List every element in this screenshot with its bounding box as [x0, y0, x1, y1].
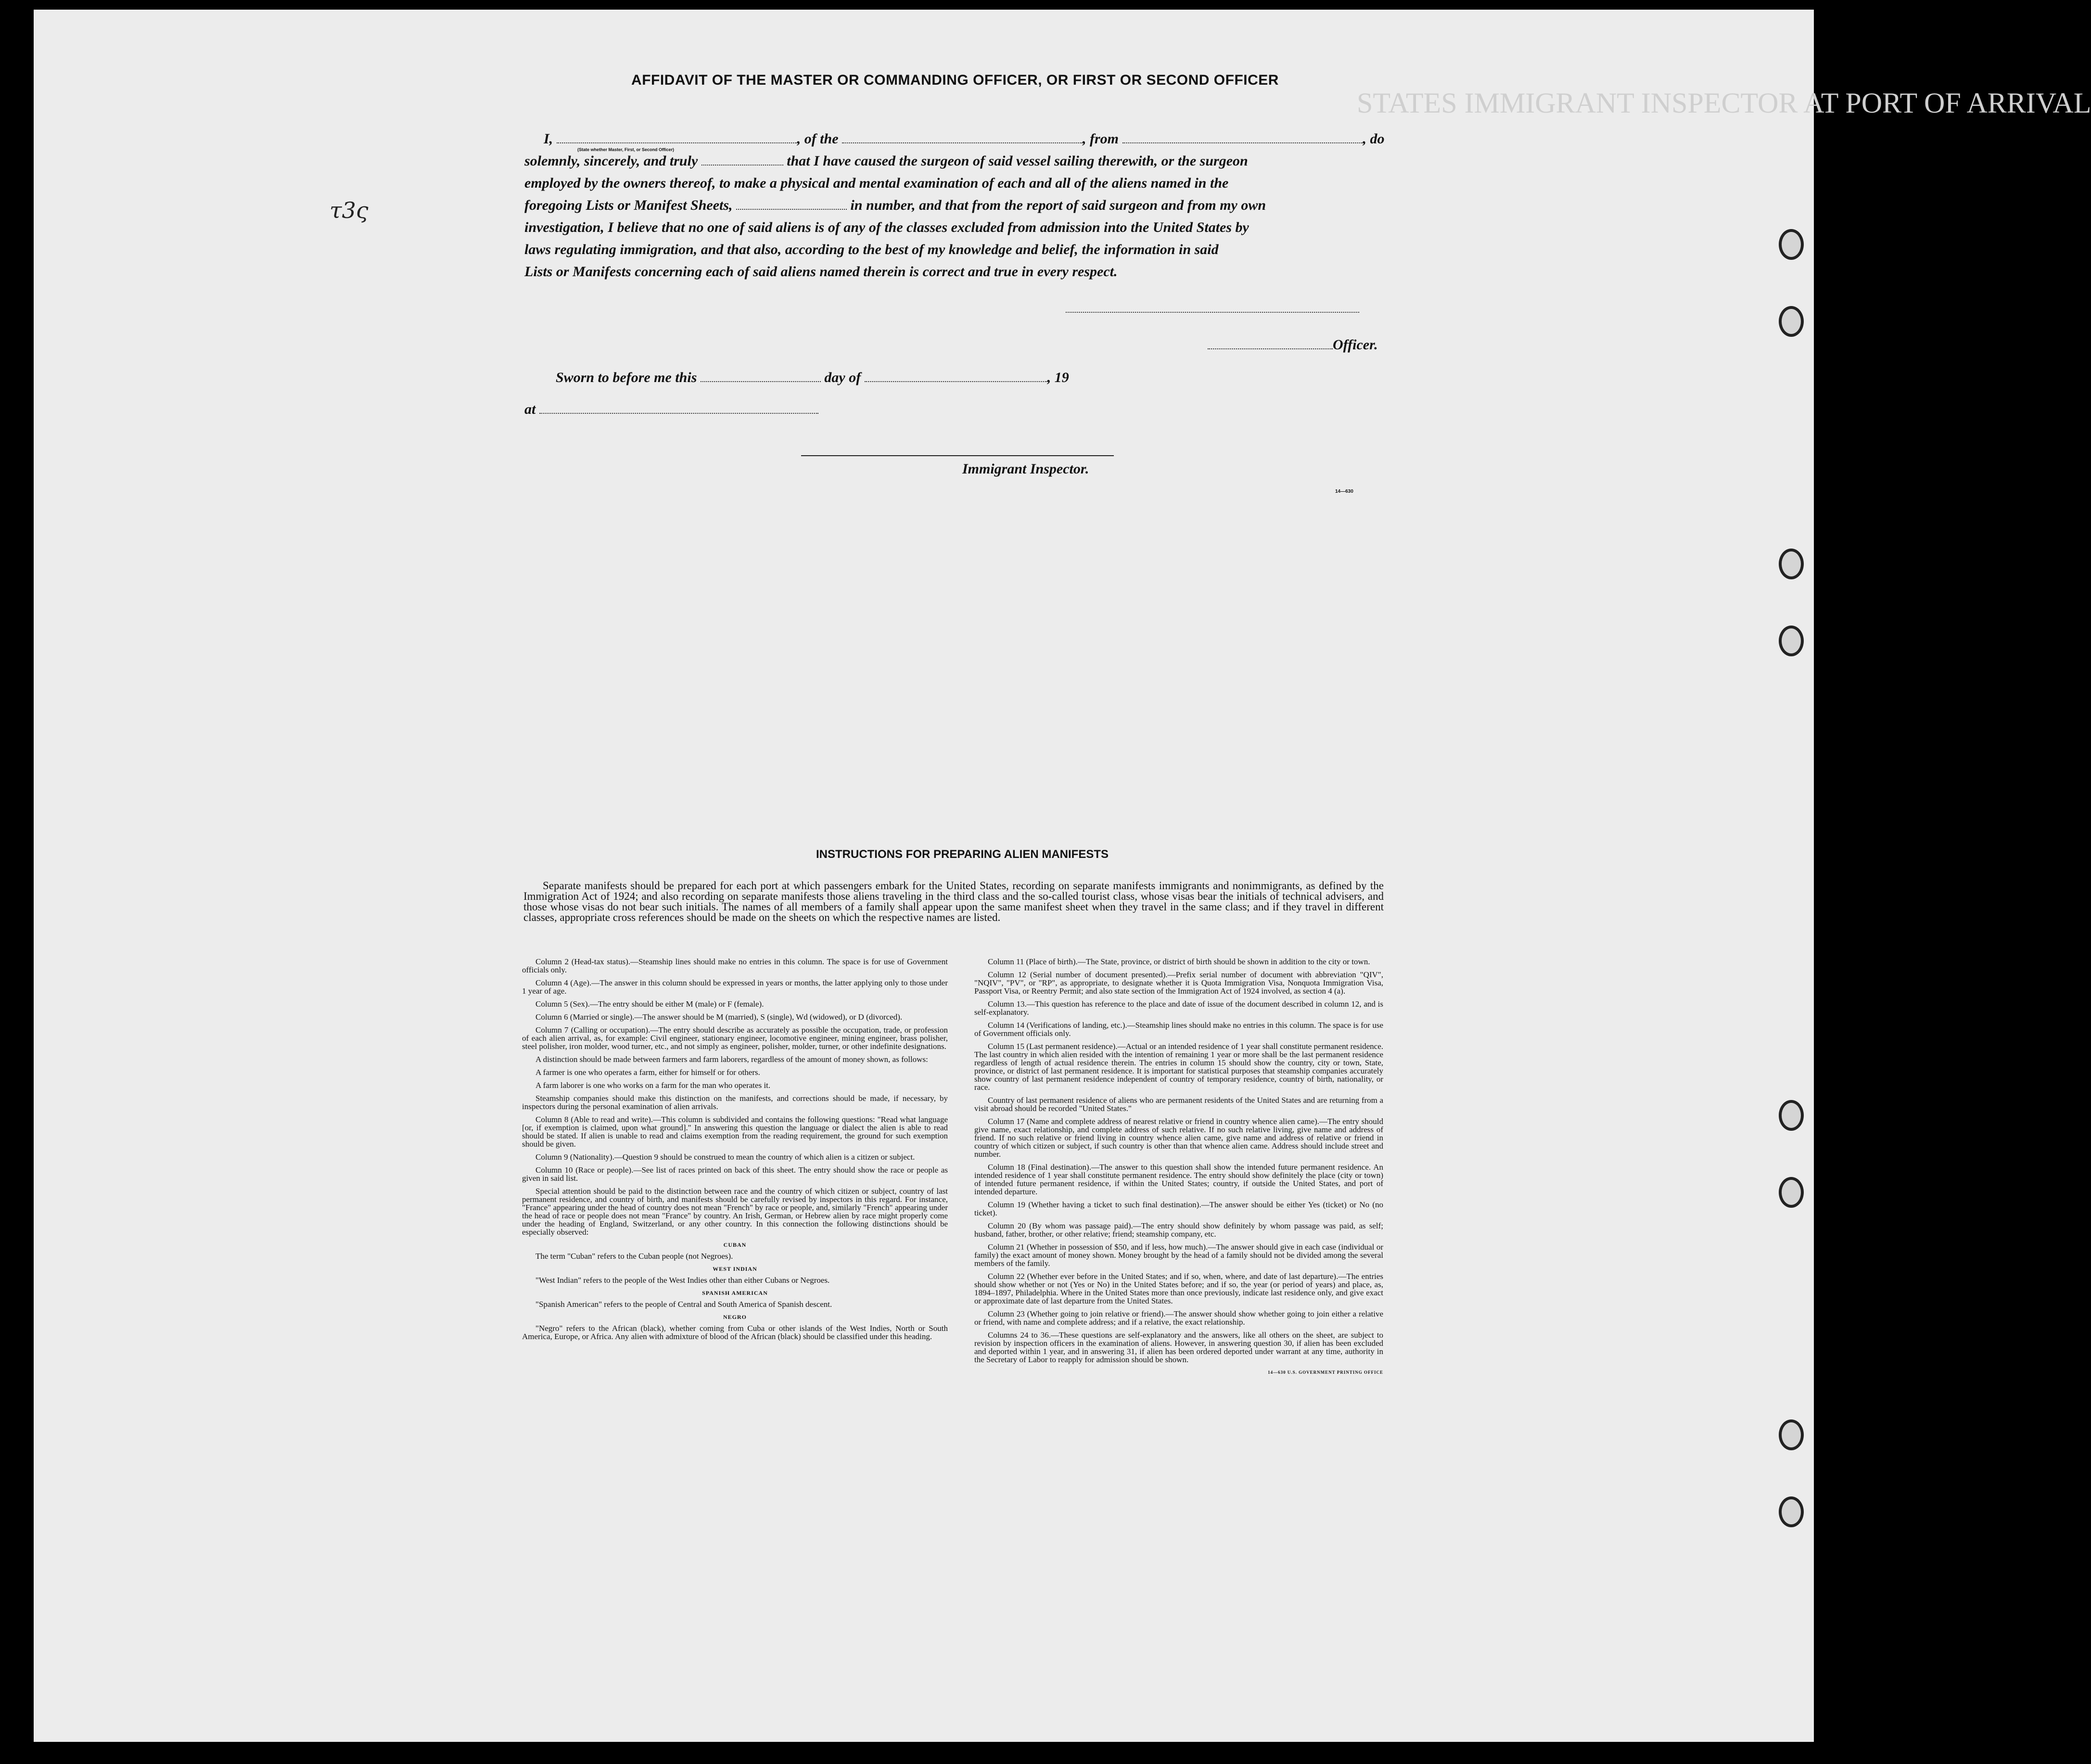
- section-heading-cuban: CUBAN: [723, 1241, 747, 1248]
- sworn-line: [556, 370, 1069, 386]
- affidavit-line-3: employed by the owners thereof, to make a physical and mental examination of each and all of the aliens named in the: [524, 175, 1229, 191]
- instruction-paragraph: Column 2 (Head-tax status).—Steamship lines should make no entries in this column. The space is for use of Government officials only.: [522, 957, 948, 974]
- affidavit-text: , from: [1083, 131, 1119, 147]
- affidavit-line-2: [524, 153, 1248, 169]
- affidavit-title: AFFIDAVIT OF THE MASTER OR COMMANDING OFFICER, OR FIRST OR SECOND OFFICER: [631, 72, 1279, 88]
- instruction-paragraph: Column 15 (Last permanent residence).—Actual or an intended residence of 1 year shall constitute permanent residence. The last country in which alien resided with the intention of remaining 1 year or more shall be the last permanent residence regardless of length of actual residence therein. The entries in column 15 should show the country, city or town, State, province, or district of last permanent residence. It is important for statistical purposes that steamship companies accurately show country of last permanent residence independent of country of temporary residence, country of birth, nationality, or race.: [974, 1042, 1383, 1092]
- instructions-right-column: [974, 958, 1383, 1380]
- officer-title-field[interactable]: [1208, 338, 1333, 349]
- affidavit-text: Sworn to before me this: [556, 370, 697, 385]
- affidavit-line-5: investigation, I believe that no one of said aliens is of any of the classes excluded from admission into the United States by: [524, 219, 1249, 235]
- instructions-intro: Separate manifests should be prepared for each port at which passengers embark for the United States, recording on separate manifests immigrants and nonimmigrants, as defined by the Immigration Act of 1924; and also recording on separate manifests those aliens traveling in the third class and the so-called tourist class, whose visas bear the initials of technical advisers, and those whose visas do not bear such initials. The names of all members of a family shall appear upon the same manifest sheet when they travel in the same class; and if they travel in different classes, appropriate cross references should be made on the sheets on which the respective names are listed.: [523, 880, 1384, 923]
- inspector-label: Immigrant Inspector.: [962, 461, 1089, 477]
- affidavit-text: , do: [1363, 131, 1385, 147]
- vessel-field[interactable]: [842, 132, 1083, 143]
- sworn-month-field[interactable]: [865, 371, 1047, 382]
- affidavit-text: in number, and that from the report of said surgeon and from my own: [850, 197, 1266, 213]
- instructions-left-column: [522, 958, 948, 1345]
- instruction-paragraph: Steamship companies should make this distinction on the manifests, and corrections should be made, if necessary, by inspectors during the personal examination of alien arrivals.: [522, 1094, 948, 1111]
- instruction-paragraph: "Negro" refers to the African (black), whether coming from Cuba or other islands of the West Indies, North or South America, Europe, or Africa. Any alien with admixture of blood of the African (black) should be classified under this heading.: [522, 1324, 948, 1341]
- section-heading-spanish-american: SPANISH AMERICAN: [702, 1290, 768, 1296]
- instruction-paragraph: "Spanish American" refers to the people of Central and South America of Spanish descent.: [536, 1300, 832, 1309]
- at-line: [524, 401, 818, 418]
- binder-hole: [1779, 1419, 1804, 1450]
- instruction-paragraph: Column 23 (Whether going to join relative or friend).—The answer should show whether going to join either a relative or friend, with name and complete address; and if a relative, the exact relationship.: [974, 1309, 1383, 1327]
- binder-hole: [1779, 229, 1804, 260]
- instruction-paragraph: Column 10 (Race or people).—See list of races printed on back of this sheet. The entry should show the race or people as given in said list.: [522, 1165, 948, 1183]
- instruction-paragraph: Column 11 (Place of birth).—The State, province, or district of birth should be shown in addition to the city or town.: [988, 957, 1370, 966]
- officer-label: Officer.: [1333, 337, 1378, 353]
- instruction-paragraph: Column 9 (Nationality).—Question 9 should be construed to mean the country of which alien is a citizen or subject.: [536, 1152, 915, 1162]
- printing-office-code: 14—630 U.S. GOVERNMENT PRINTING OFFICE: [1268, 1370, 1383, 1375]
- affidavit-line-7: Lists or Manifests concerning each of said aliens named therein is correct and true in every respect.: [524, 264, 1118, 280]
- affidavit-text: day of: [824, 370, 861, 385]
- instruction-paragraph: Column 13.—This question has reference to the place and date of issue of the document described in column 12, and is self-explanatory.: [974, 999, 1383, 1017]
- instruction-paragraph: Column 17 (Name and complete address of nearest relative or friend in country whence alien came).—The entry should give name, exact relationship, and complete address of such relative. If no such relative living, give name and address of friend. If no such relative or friend living in country whence alien came, give name and address of relative or friend in country of which citizen or subject, if such country is other than that whence alien came. Address should include street and number.: [974, 1117, 1383, 1159]
- instruction-paragraph: Column 6 (Married or single).—The answer should be M (married), S (single), Wd (widowed), or D (divorced).: [536, 1012, 903, 1022]
- affidavit-text: , of the: [797, 131, 839, 147]
- affidavit-line-6: laws regulating immigration, and that also, according to the best of my knowledge and belief, the information in said: [524, 242, 1219, 257]
- instruction-paragraph: The term "Cuban" refers to the Cuban people (not Negroes).: [536, 1252, 733, 1261]
- port-from-field[interactable]: [1122, 132, 1363, 143]
- binder-hole: [1779, 549, 1804, 579]
- at-place-field[interactable]: [539, 402, 818, 414]
- instruction-paragraph: Columns 24 to 36.—These questions are self-explanatory and the answers, like all others on the sheet, are subject to revision by inspection officers in the examination of aliens. However, in answering question 30, if alien has been excluded and deported within 1 year, and in answering 31, if alien has been ordered deported under warrant at any time, authority in the Secretary of Labor to reapply for admission should be shown.: [974, 1330, 1383, 1364]
- handwritten-note: τ3ς: [330, 197, 369, 223]
- instruction-paragraph: Column 7 (Calling or occupation).—The entry should describe as accurately as possible the occupation, trade, or profession of each alien arrival, as, for example: Civil engineer, stationary engineer, locomotive engineer, mining engineer, brass polisher, steel polisher, iron molder, wood turner, etc., and not simply as engineer, polisher, molder, turner, or other indefinite designations.: [522, 1025, 948, 1051]
- affidavit-text: solemnly, sincerely, and truly: [524, 153, 698, 169]
- binder-hole: [1779, 1496, 1804, 1527]
- instruction-paragraph: Column 20 (By whom was passage paid).—The entry should show definitely by whom passage was paid, as self; husband, father, brother, or other relative; friend; steamship company, etc.: [974, 1221, 1383, 1239]
- bleed-through-text: STATES IMMIGRANT INSPECTOR AT PORT OF ARRIVAL: [1357, 87, 2091, 119]
- oath-field[interactable]: [701, 154, 783, 166]
- officer-line: [1208, 337, 1378, 353]
- instruction-paragraph: Column 14 (Verifications of landing, etc.).—Steamship lines should make no entries in this column. The space is for use of Government officials only.: [974, 1021, 1383, 1038]
- officer-signature-line[interactable]: [1066, 312, 1359, 313]
- affidavit-text: , 19: [1047, 370, 1069, 385]
- binder-hole: [1779, 626, 1804, 656]
- instruction-paragraph: Special attention should be paid to the distinction between race and the country of which citizen or subject, country of last permanent residence, and country of birth, and manifests should be carefully revised by inspectors in this regard. For instance, "France" appearing under the head of country does not mean "French" by race or people, and, similarly "French" appearing under the head of race or people does not mean "France" by country. An Irish, German, or Hebrew alien by race might properly come under the heading of England, Switzerland, or any other country. In this connection the following distinctions should be especially observed:: [522, 1187, 948, 1237]
- instruction-paragraph: Column 21 (Whether in possession of $50, and if less, how much).—The answer should give in each case (individual or family) the exact amount of money shown. Money brought by the head of a family should not be divided among the several members of the family.: [974, 1242, 1383, 1268]
- instruction-paragraph: A farmer is one who operates a farm, either for himself or for others.: [536, 1068, 760, 1077]
- affidavit-text: foregoing Lists or Manifest Sheets,: [524, 197, 733, 213]
- instruction-paragraph: A distinction should be made between farmers and farm laborers, regardless of the amount of money shown, as follows:: [536, 1055, 928, 1064]
- instructions-title: INSTRUCTIONS FOR PREPARING ALIEN MANIFESTS: [816, 848, 1109, 861]
- affidavit-line-4: [524, 197, 1266, 214]
- instruction-paragraph: A farm laborer is one who works on a farm for the man who operates it.: [536, 1081, 771, 1090]
- section-heading-west-indian: WEST INDIAN: [713, 1265, 757, 1272]
- affidavit-text: I,: [544, 131, 553, 147]
- officer-rank-field[interactable]: [557, 132, 797, 143]
- binder-hole: [1779, 1177, 1804, 1208]
- instruction-paragraph: Column 5 (Sex).—The entry should be either M (male) or F (female).: [536, 999, 764, 1009]
- affidavit-text: that I have caused the surgeon of said vessel sailing therewith, or the surgeon: [787, 153, 1248, 169]
- rank-note: (State whether Master, First, or Second Officer): [577, 147, 675, 152]
- sheet-count-field[interactable]: [736, 198, 847, 210]
- binder-hole: [1779, 306, 1804, 337]
- instruction-paragraph: Column 19 (Whether having a ticket to such final destination).—The answer should be either Yes (ticket) or No (no ticket).: [974, 1200, 1383, 1217]
- inspector-signature-line[interactable]: [801, 455, 1114, 456]
- instruction-paragraph: Column 4 (Age).—The answer in this column should be expressed in years or months, the latter applying only to those under 1 year of age.: [522, 978, 948, 996]
- binder-hole: [1779, 1100, 1804, 1131]
- instruction-paragraph: "West Indian" refers to the people of the West Indies other than either Cubans or Negroes.: [536, 1276, 830, 1285]
- at-label: at: [524, 401, 536, 417]
- instruction-paragraph: Column 12 (Serial number of document presented).—Prefix serial number of document with abbreviation "QIV", "NQIV", "PV", or "RP", as appropriate, to designate whether it is Quota Immigration Visa, Nonquota Immigration Visa, Passport Visa, or Reentry Permit; and also state section of the Immigration Act of 1924 involved, as section 4 (a).: [974, 970, 1383, 996]
- instruction-paragraph: Column 22 (Whether ever before in the United States; and if so, when, where, and date of last departure).—The entries should show whether or not (Yes or No) in the United States before; and if so, the year (or period of years) and place, as, 1894–1897, Philadelphia. Where in the United States more than once previously, indicate last residence only, and give exact or approximate date of last departure from the United States.: [974, 1272, 1383, 1305]
- instruction-paragraph: Column 8 (Able to read and write).—This column is subdivided and contains the following questions: "Read what language [or, if exemption is claimed, upon what ground]." In answering this question the language or dialect the alien is able to read should be stated. If alien is unable to read and claims exemption from the reading requirement, the ground for such exemption should be given.: [522, 1115, 948, 1149]
- instruction-paragraph: Column 18 (Final destination).—The answer to this question shall show the intended future permanent residence. An intended residence of 1 year shall constitute permanent residence. The entry should show definitely the place (city or town) of intended future permanent residence, if within the United States; country, if outside the United States, and port of intended departure.: [974, 1163, 1383, 1196]
- affidavit-line-1: [544, 131, 1385, 147]
- instruction-paragraph: Country of last permanent residence of aliens who are permanent residents of the United States and are returning from a visit abroad should be recorded "United States.": [974, 1096, 1383, 1113]
- form-code: 14—630: [1335, 489, 1353, 494]
- sworn-day-field[interactable]: [701, 371, 821, 382]
- section-heading-negro: NEGRO: [723, 1314, 747, 1320]
